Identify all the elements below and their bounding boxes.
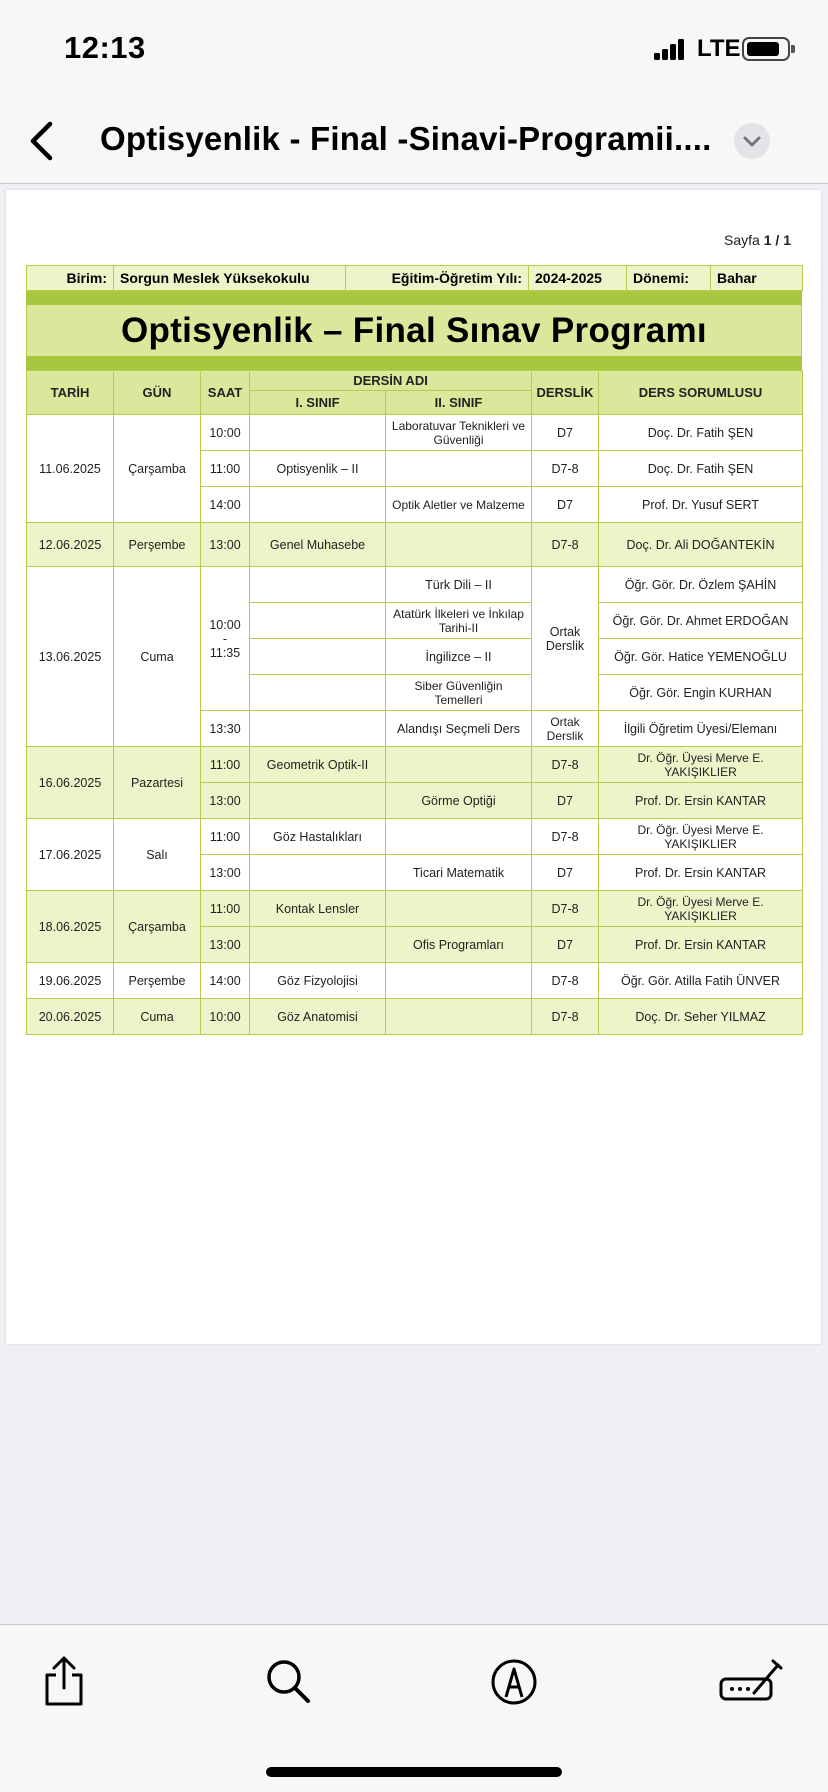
cell-sorumlu: Öğr. Gör. Engin KURHAN xyxy=(599,675,803,711)
header-saat: SAAT xyxy=(201,371,250,415)
cell-tarih: 13.06.2025 xyxy=(27,567,114,747)
divider-band xyxy=(26,291,802,305)
cell-sinif-1 xyxy=(250,639,386,675)
cell-sinif-1 xyxy=(250,415,386,451)
bottom-toolbar xyxy=(0,1624,828,1792)
cell-gun: Perşembe xyxy=(114,523,201,567)
cell-sinif-2: İngilizce – II xyxy=(386,639,532,675)
cell-saat: 14:00 xyxy=(201,963,250,999)
header-tarih: TARİH xyxy=(27,371,114,415)
header-sinif-1: I. SINIF xyxy=(250,391,386,415)
cell-sinif-1: Göz Fizyolojisi xyxy=(250,963,386,999)
cell-sinif-2 xyxy=(386,819,532,855)
cell-sinif-2 xyxy=(386,999,532,1035)
cell-saat: 13:00 xyxy=(201,927,250,963)
table-row xyxy=(27,891,803,927)
cell-sorumlu: Doç. Dr. Fatih ŞEN xyxy=(599,451,803,487)
cell-sinif-2 xyxy=(386,451,532,487)
status-bar xyxy=(0,0,828,100)
cell-derslik: Ortak Derslik xyxy=(532,711,599,747)
cell-sorumlu: Doç. Dr. Seher YILMAZ xyxy=(599,999,803,1035)
header-gun: GÜN xyxy=(114,371,201,415)
cell-derslik: D7-8 xyxy=(532,747,599,783)
cell-derslik: D7-8 xyxy=(532,999,599,1035)
birim-label: Birim: xyxy=(27,266,114,291)
navigation-bar xyxy=(0,100,828,184)
cell-sinif-2: Atatürk İlkeleri ve İnkılap Tarihi-II xyxy=(386,603,532,639)
cell-saat: 10:00 xyxy=(201,999,250,1035)
cell-gun: Pazartesi xyxy=(114,747,201,819)
title-menu-chevron-icon[interactable] xyxy=(734,123,770,159)
cell-sinif-2: Türk Dili – II xyxy=(386,567,532,603)
search-icon[interactable] xyxy=(263,1655,313,1709)
cell-saat-range: 10:00 - 11:35 xyxy=(201,567,250,711)
cell-saat: 11:00 xyxy=(201,451,250,487)
cell-sinif-2: Siber Güvenliğin Temelleri xyxy=(386,675,532,711)
cell-sinif-2 xyxy=(386,963,532,999)
cell-sinif-1: Genel Muhasebe xyxy=(250,523,386,567)
cell-tarih: 20.06.2025 xyxy=(27,999,114,1035)
cell-sinif-2: Ofis Programları xyxy=(386,927,532,963)
cell-sinif-1: Geometrik Optik-II xyxy=(250,747,386,783)
back-chevron-icon[interactable] xyxy=(22,118,62,164)
cell-saat: 13:30 xyxy=(201,711,250,747)
cell-derslik: D7-8 xyxy=(532,891,599,927)
signal-icon xyxy=(654,38,690,60)
cell-sorumlu: Prof. Dr. Ersin KANTAR xyxy=(599,927,803,963)
cell-sinif-2 xyxy=(386,747,532,783)
table-row xyxy=(27,523,803,567)
cell-sinif-1 xyxy=(250,855,386,891)
cell-saat: 11:00 xyxy=(201,747,250,783)
cell-gun: Cuma xyxy=(114,567,201,747)
cell-saat: 11:00 xyxy=(201,819,250,855)
cell-tarih: 11.06.2025 xyxy=(27,415,114,523)
divider-band xyxy=(26,356,802,370)
cell-gun: Çarşamba xyxy=(114,415,201,523)
cell-sorumlu: Prof. Dr. Yusuf SERT xyxy=(599,487,803,523)
cell-sinif-2 xyxy=(386,891,532,927)
page-number: Sayfa 1 / 1 xyxy=(724,232,791,248)
header-derslik: DERSLİK xyxy=(532,371,599,415)
year-value: 2024-2025 xyxy=(529,266,627,291)
birim-value: Sorgun Meslek Yüksekokulu xyxy=(114,266,346,291)
cell-derslik: D7-8 xyxy=(532,819,599,855)
donem-label: Dönemi: xyxy=(627,266,711,291)
cell-sinif-1 xyxy=(250,487,386,523)
cell-sinif-1 xyxy=(250,675,386,711)
cell-tarih: 19.06.2025 xyxy=(27,963,114,999)
cell-gun: Çarşamba xyxy=(114,891,201,963)
cell-tarih: 12.06.2025 xyxy=(27,523,114,567)
cell-derslik: D7-8 xyxy=(532,523,599,567)
cell-sinif-1 xyxy=(250,711,386,747)
cell-derslik: D7 xyxy=(532,415,599,451)
network-label: LTE xyxy=(697,35,741,62)
cell-saat: 13:00 xyxy=(201,783,250,819)
cell-saat: 11:00 xyxy=(201,891,250,927)
year-label: Eğitim-Öğretim Yılı: xyxy=(346,266,529,291)
cell-derslik: D7 xyxy=(532,783,599,819)
header-sinif-2: II. SINIF xyxy=(386,391,532,415)
markup-icon[interactable] xyxy=(489,1655,539,1709)
cell-sinif-1: Optisyenlik – II xyxy=(250,451,386,487)
status-time: 12:13 xyxy=(64,30,146,65)
cell-sorumlu: Doç. Dr. Ali DOĞANTEKİN xyxy=(599,523,803,567)
cell-gun: Cuma xyxy=(114,999,201,1035)
table-row xyxy=(27,567,803,603)
exam-schedule-table xyxy=(26,370,803,1035)
cell-derslik: D7-8 xyxy=(532,963,599,999)
cell-sorumlu: Doç. Dr. Fatih ŞEN xyxy=(599,415,803,451)
info-table xyxy=(26,265,803,291)
cell-sorumlu: İlgili Öğretim Üyesi/Elemanı xyxy=(599,711,803,747)
cell-derslik: D7 xyxy=(532,855,599,891)
cell-saat: 13:00 xyxy=(201,855,250,891)
donem-value: Bahar xyxy=(711,266,803,291)
cell-saat: 13:00 xyxy=(201,523,250,567)
cell-derslik: Ortak Derslik xyxy=(532,567,599,711)
cell-tarih: 18.06.2025 xyxy=(27,891,114,963)
cell-sinif-2: Optik Aletler ve Malzeme xyxy=(386,487,532,523)
cell-sinif-1: Kontak Lensler xyxy=(250,891,386,927)
cell-sinif-2: Alandışı Seçmeli Ders xyxy=(386,711,532,747)
cell-tarih: 16.06.2025 xyxy=(27,747,114,819)
cell-sinif-2: Ticari Matematik xyxy=(386,855,532,891)
cell-sinif-1 xyxy=(250,603,386,639)
header-sorumlu: DERS SORUMLUSU xyxy=(599,371,803,415)
cell-derslik: D7-8 xyxy=(532,451,599,487)
cell-derslik: D7 xyxy=(532,487,599,523)
cell-sinif-1 xyxy=(250,567,386,603)
header-dersin-adi: DERSİN ADI xyxy=(250,371,532,391)
table-row xyxy=(27,747,803,783)
battery-icon xyxy=(742,37,790,61)
cell-sorumlu: Prof. Dr. Ersin KANTAR xyxy=(599,783,803,819)
cell-sinif-1: Göz Anatomisi xyxy=(250,999,386,1035)
table-row xyxy=(27,415,803,451)
cell-sorumlu: Öğr. Gör. Atilla Fatih ÜNVER xyxy=(599,963,803,999)
signature-icon[interactable] xyxy=(718,1655,784,1709)
cell-sinif-1 xyxy=(250,927,386,963)
cell-sorumlu: Öğr. Gör. Hatice YEMENOĞLU xyxy=(599,639,803,675)
cell-saat: 10:00 xyxy=(201,415,250,451)
cell-sinif-1: Göz Hastalıkları xyxy=(250,819,386,855)
document-title: Optisyenlik - Final -Sinavi-Programii.... xyxy=(100,120,712,157)
share-icon[interactable] xyxy=(39,1655,89,1709)
cell-sinif-1 xyxy=(250,783,386,819)
cell-saat: 14:00 xyxy=(201,487,250,523)
cell-sorumlu: Öğr. Gör. Dr. Özlem ŞAHİN xyxy=(599,567,803,603)
cell-sorumlu: Dr. Öğr. Üyesi Merve E. YAKIŞIKLIER xyxy=(599,747,803,783)
cell-sinif-2: Laboratuvar Teknikleri ve Güvenliği xyxy=(386,415,532,451)
cell-derslik: D7 xyxy=(532,927,599,963)
cell-sinif-2 xyxy=(386,523,532,567)
home-indicator xyxy=(266,1767,562,1777)
cell-sorumlu: Prof. Dr. Ersin KANTAR xyxy=(599,855,803,891)
cell-sorumlu: Öğr. Gör. Dr. Ahmet ERDOĞAN xyxy=(599,603,803,639)
cell-sinif-2: Görme Optiği xyxy=(386,783,532,819)
cell-gun: Salı xyxy=(114,819,201,891)
pdf-page[interactable] xyxy=(6,190,821,1344)
cell-sorumlu: Dr. Öğr. Üyesi Merve E. YAKIŞIKLIER xyxy=(599,891,803,927)
table-row xyxy=(27,999,803,1035)
table-row xyxy=(27,963,803,999)
schedule-title: Optisyenlik – Final Sınav Programı xyxy=(26,305,802,356)
table-row xyxy=(27,819,803,855)
cell-tarih: 17.06.2025 xyxy=(27,819,114,891)
cell-sorumlu: Dr. Öğr. Üyesi Merve E. YAKIŞIKLIER xyxy=(599,819,803,855)
cell-gun: Perşembe xyxy=(114,963,201,999)
